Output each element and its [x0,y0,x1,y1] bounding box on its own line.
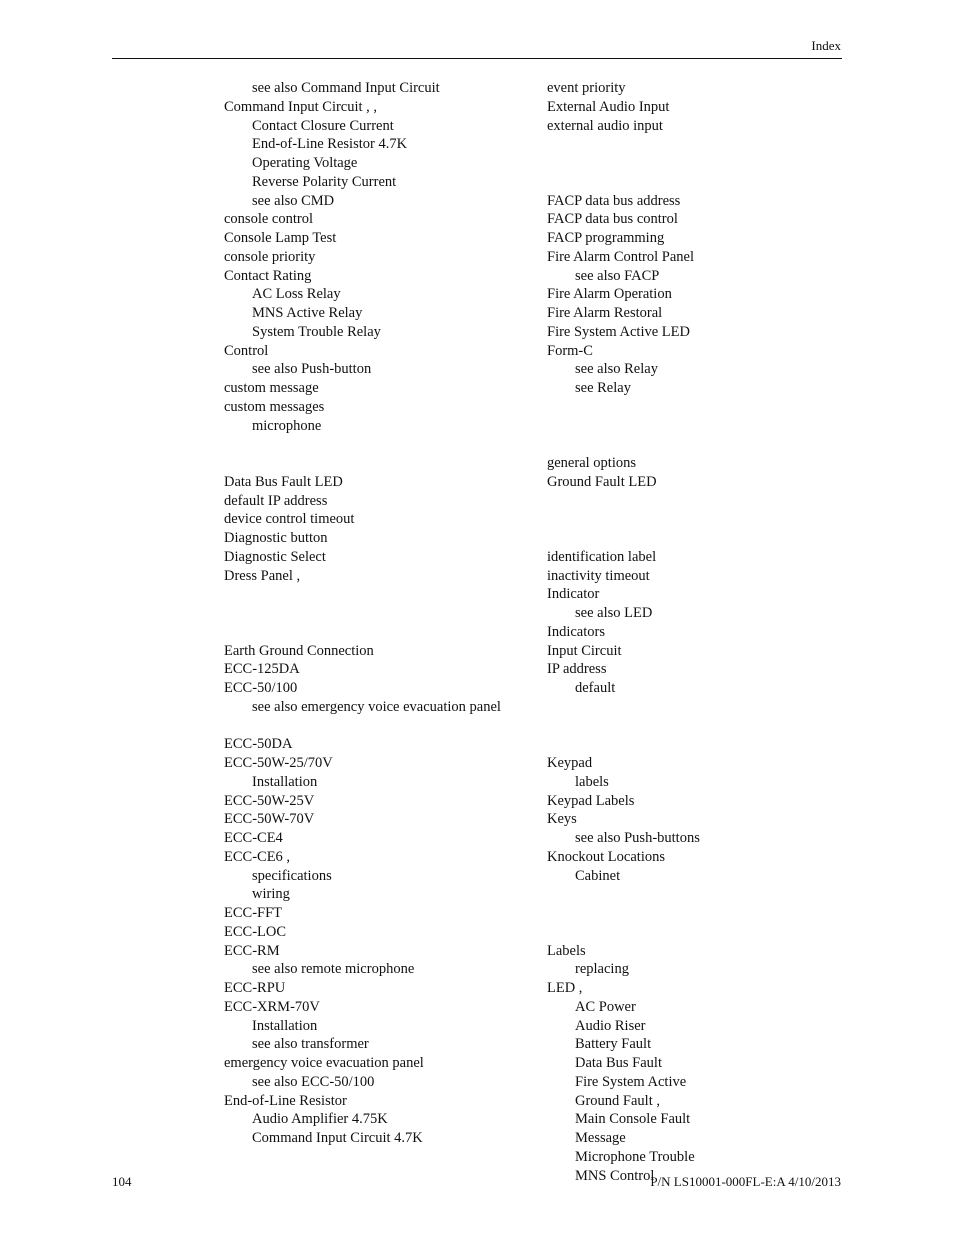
index-subentry: microphone [252,417,322,434]
index-subentry: AC Power [575,998,636,1015]
index-subentry: Ground Fault , [575,1092,660,1109]
index-entry: device control timeout [224,511,355,528]
index-subentry: Audio Amplifier 4.75K [252,1111,388,1128]
index-entry: ECC-RPU [224,980,286,996]
index-entry: console priority [224,248,316,265]
index-entry: Keypad Labels [547,792,635,809]
index-entry: custom message [224,380,319,396]
index-subentry: MNS Active Relay [252,305,363,321]
index-entry: Diagnostic Select [224,548,326,565]
index-subentry: Contact Closure Current [252,117,394,134]
index-entry [547,923,847,942]
index-entry: ECC-50DA [224,736,293,753]
index-subentry: see also emergency voice evacuation panel [252,698,501,715]
index-subentry: see also FACP [575,267,660,284]
index-subentry: see also Push-button [252,361,372,378]
index-entry [547,173,847,192]
index-entry: Diagnostic button [224,530,328,546]
index-entry: ECC-125DA [224,661,300,678]
index-entry: Keys [547,811,577,828]
index-subentry: replacing [575,961,629,978]
index-subentry: see also transformer [252,1036,369,1053]
index-entry: ECC-50W-25/70V [224,755,333,771]
index-entry: Input Circuit [547,642,622,659]
index-entry: Keypad [547,755,593,771]
index-entry: console control [224,211,313,228]
index-entry: Labels [547,942,586,959]
index-subentry: Battery Fault [575,1036,652,1053]
index-entry: ECC-XRM-70V [224,998,320,1015]
index-entry: External Audio Input [547,98,670,115]
index-subentry: Cabinet [575,867,621,884]
index-entry: Knockout Locations [547,848,665,865]
index-entry: ECC-50W-70V [224,811,315,828]
index-subentry: see also CMD [252,192,335,209]
index-subentry: Installation [252,773,318,790]
index-entry [547,698,847,717]
index-subentry: see also remote microphone [252,961,415,978]
index-subentry: wiring [252,886,290,903]
index-subentry: see also ECC-50/100 [252,1073,375,1090]
index-entry: Fire System Active LED [547,323,690,340]
index-entry [547,904,847,923]
index-entry [547,492,847,511]
index-entry: Fire Alarm Control Panel [547,248,694,265]
index-subentry: Fire System Active [575,1073,687,1090]
index-entry [547,135,847,154]
index-subentry: Audio Riser [575,1017,646,1034]
page-number: 104 [112,1174,132,1189]
index-subentry: End-of-Line Resistor 4.7K [252,136,408,153]
index-entry [547,717,847,736]
index-subentry: Main Console Fault [575,1111,691,1128]
index-entry [547,885,847,904]
index-entry: FACP programming [547,230,665,246]
index-entry: Console Lamp Test [224,230,337,246]
index-entry: Command Input Circuit , , [224,98,378,115]
index-entry: Control [224,342,269,359]
index-entry: Earth Ground Connection [224,642,374,659]
index-entry [547,154,847,173]
index-entry: ECC-CE4 [224,830,283,846]
index-subentry: see Relay [575,380,631,396]
index-entry [547,510,847,529]
index-entry: FACP data bus address [547,192,681,209]
index-subentry: default [575,680,616,696]
index-column-right [547,79,847,1185]
index-entry: default IP address [224,492,328,509]
index-entry [224,717,544,736]
index-entry: Fire Alarm Operation [547,286,672,303]
index-entry [547,435,847,454]
index-entry: FACP data bus control [547,211,678,228]
index-entry: Ground Fault LED [547,473,657,490]
header-rule [112,58,842,59]
index-column-left [224,79,544,1148]
index-entry: ECC-50/100 [224,680,298,696]
index-entry [547,735,847,754]
index-entry: event priority [547,80,626,96]
index-entry: Indicators [547,623,605,640]
index-entry [224,623,544,642]
index-entry: ECC-LOC [224,923,287,940]
index-subentry: AC Loss Relay [252,286,341,303]
index-subentry: Installation [252,1017,318,1034]
index-entry: Contact Rating [224,267,312,284]
index-entry: LED , [547,980,583,996]
index-entry: Indicator [547,586,600,603]
index-entry: custom messages [224,398,325,415]
index-subentry: specifications [252,867,332,884]
index-subentry: MNS Control [575,1167,655,1184]
index-entry: End-of-Line Resistor [224,1092,347,1109]
index-subentry: see also Relay [575,361,658,378]
index-entry: emergency voice evacuation panel [224,1055,424,1071]
part-number: P/N LS10001-000FL-E:A 4/10/2013 [650,1174,841,1189]
index-entry: external audio input [547,117,663,134]
index-entry [224,585,544,604]
index-subentry: Command Input Circuit 4.7K [252,1130,423,1146]
index-subentry: Data Bus Fault [575,1055,662,1071]
index-entry: Dress Panel , [224,567,301,584]
index-subentry: System Trouble Relay [252,323,381,340]
index-subentry: see also Command Input Circuit [252,80,440,96]
index-subentry: labels [575,773,609,790]
index-entry [224,435,544,454]
index-subentry: Message [575,1130,626,1146]
index-entry: ECC-50W-25V [224,792,315,809]
index-entry [547,398,847,417]
index-entry [547,417,847,436]
index-entry [224,454,544,473]
index-entry: Data Bus Fault LED [224,473,343,490]
index-entry: ECC-FFT [224,905,283,921]
index-subentry: see also Push-buttons [575,830,700,846]
index-entry: Form-C [547,342,593,359]
index-subentry: Microphone Trouble [575,1148,695,1165]
index-entry: IP address [547,661,607,678]
index-entry: identification label [547,548,657,565]
index-entry: general options [547,455,636,471]
index-entry: ECC-RM [224,942,280,959]
index-entry: ECC-CE6 , [224,848,291,865]
index-subentry: Operating Voltage [252,155,358,171]
index-entry: inactivity timeout [547,567,650,584]
index-subentry: Reverse Polarity Current [252,173,397,190]
index-entry [547,529,847,548]
index-entry [224,604,544,623]
index-entry: Fire Alarm Restoral [547,305,663,321]
running-header: Index [811,38,841,53]
index-subentry: see also LED [575,605,653,621]
